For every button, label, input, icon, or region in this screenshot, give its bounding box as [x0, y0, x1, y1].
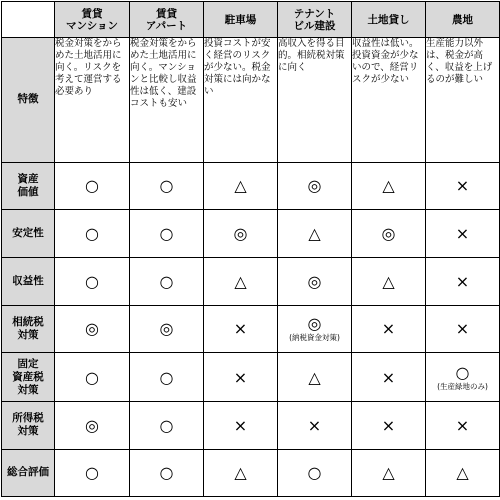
rating-row-overall-rating — [2, 449, 500, 496]
feature-cell-parking-lot: 投資コストが安く経営のリスクが少ない。税金対策には向かない — [204, 38, 278, 163]
row-header-overall-rating: 総合評価 — [2, 449, 55, 496]
rating-cell-profitability-tenant-building — [278, 258, 352, 305]
rating-mark: ○ — [159, 176, 174, 196]
feature-cell-rental-mansion: 税金対策をからめた土地活用に向く。リスクを考えて運営する必要あり — [55, 38, 130, 163]
rating-mark: △ — [308, 367, 321, 387]
rating-row-property-tax — [2, 353, 500, 402]
rating-mark: △ — [234, 463, 247, 483]
rating-cell-property-tax-land-lease — [352, 353, 426, 402]
rating-cell-profitability-rental-apartment — [130, 258, 204, 305]
rating-cell-stability-rental-apartment — [130, 210, 204, 258]
row-header-asset-value: 資産 価値 — [2, 162, 55, 209]
corner-cell — [2, 2, 55, 38]
rating-mark: × — [233, 415, 248, 435]
rating-cell-asset-value-parking-lot — [204, 162, 278, 209]
rating-cell-stability-parking-lot — [204, 210, 278, 258]
rating-rows — [2, 162, 500, 496]
rating-mark: × — [455, 272, 470, 292]
rating-mark: × — [455, 176, 470, 196]
rating-cell-profitability-farmland — [426, 258, 500, 305]
rating-mark: ◎ — [307, 176, 322, 196]
rating-mark: △ — [382, 176, 395, 196]
rating-cell-property-tax-tenant-building — [278, 353, 352, 402]
rating-cell-income-tax-rental-apartment — [130, 402, 204, 449]
feature-cell-rental-apartment: 税金対策をからめた土地活用に向く。マンションと比較し収益性は低く、建設コストも安い — [130, 38, 204, 163]
row-header-stability: 安定性 — [2, 210, 55, 258]
column-header-land-lease: 土地貸し — [352, 2, 426, 38]
rating-cell-property-tax-farmland — [426, 353, 500, 402]
rating-cell-stability-farmland — [426, 210, 500, 258]
rating-mark: ○ — [159, 367, 174, 387]
rating-mark: ◎ — [307, 272, 322, 292]
rating-mark: × — [233, 319, 248, 339]
column-header-parking-lot: 駐車場 — [204, 2, 278, 38]
row-header-property-tax: 固定 資産税 対策 — [2, 353, 55, 402]
rating-cell-asset-value-farmland — [426, 162, 500, 209]
rating-cell-overall-rating-rental-mansion — [55, 449, 130, 496]
rating-cell-inheritance-tax-parking-lot — [204, 305, 278, 352]
rating-mark: ○ — [307, 463, 322, 483]
rating-cell-income-tax-rental-mansion — [55, 402, 130, 449]
rating-cell-inheritance-tax-tenant-building — [278, 305, 352, 352]
row-header-income-tax: 所得税 対策 — [2, 402, 55, 449]
rating-mark: ○ — [455, 362, 470, 382]
rating-mark: ◎ — [307, 314, 322, 334]
rating-note: (納税資金対策) — [289, 333, 340, 343]
rating-mark: ○ — [85, 272, 99, 292]
column-header-rental-mansion: 賃貸 マンション — [55, 2, 130, 38]
rating-mark: × — [307, 415, 322, 435]
rating-cell-asset-value-rental-mansion — [55, 162, 130, 209]
rating-mark: △ — [382, 272, 395, 292]
rating-cell-stability-land-lease — [352, 210, 426, 258]
rating-cell-inheritance-tax-land-lease — [352, 305, 426, 352]
header-row — [2, 2, 500, 38]
feature-cell-farmland: 生産能力以外は、税金が高く、収益を上げるのが難しい — [426, 38, 500, 163]
rating-row-inheritance-tax — [2, 305, 500, 352]
rating-mark: △ — [456, 463, 469, 483]
rating-mark: △ — [234, 176, 247, 196]
rating-cell-income-tax-farmland — [426, 402, 500, 449]
rating-cell-property-tax-rental-apartment — [130, 353, 204, 402]
rating-mark: ○ — [159, 415, 174, 435]
rating-cell-inheritance-tax-rental-apartment — [130, 305, 204, 352]
rating-row-stability — [2, 210, 500, 258]
rating-mark: × — [455, 415, 470, 435]
rating-mark: ◎ — [159, 319, 174, 339]
rating-mark: ○ — [85, 224, 99, 244]
rating-mark: × — [455, 319, 470, 339]
rating-cell-asset-value-tenant-building — [278, 162, 352, 209]
rating-cell-overall-rating-parking-lot — [204, 449, 278, 496]
feature-row — [2, 38, 500, 163]
row-header-inheritance-tax: 相続税 対策 — [2, 305, 55, 352]
rating-mark: × — [233, 367, 248, 387]
rating-cell-profitability-rental-mansion — [55, 258, 130, 305]
rating-mark: △ — [308, 224, 321, 244]
rating-mark: ◎ — [381, 224, 396, 244]
rating-cell-property-tax-rental-mansion — [55, 353, 130, 402]
rating-row-profitability — [2, 258, 500, 305]
rating-cell-inheritance-tax-farmland — [426, 305, 500, 352]
rating-cell-profitability-land-lease — [352, 258, 426, 305]
rating-cell-profitability-parking-lot — [204, 258, 278, 305]
feature-cell-tenant-building: 高収入を得る目的。相続税対策に向く — [278, 38, 352, 163]
rating-cell-overall-rating-land-lease — [352, 449, 426, 496]
rating-cell-asset-value-rental-apartment — [130, 162, 204, 209]
column-header-tenant-building: テナント ビル建設 — [278, 2, 352, 38]
rating-cell-income-tax-land-lease — [352, 402, 426, 449]
rating-mark: ○ — [159, 463, 174, 483]
rating-cell-asset-value-land-lease — [352, 162, 426, 209]
land-use-comparison-table — [1, 1, 500, 497]
rating-mark: ○ — [85, 367, 99, 387]
rating-row-income-tax — [2, 402, 500, 449]
rating-mark: ◎ — [85, 319, 99, 339]
rating-cell-inheritance-tax-rental-mansion — [55, 305, 130, 352]
rating-cell-stability-rental-mansion — [55, 210, 130, 258]
rating-mark: ○ — [85, 463, 99, 483]
rating-row-asset-value — [2, 162, 500, 209]
rating-cell-overall-rating-rental-apartment — [130, 449, 204, 496]
rating-note: (生産緑地のみ) — [437, 381, 488, 391]
rating-mark: △ — [234, 272, 247, 292]
rating-cell-income-tax-parking-lot — [204, 402, 278, 449]
rating-cell-overall-rating-farmland — [426, 449, 500, 496]
column-header-farmland: 農地 — [426, 2, 500, 38]
rating-mark: ◎ — [233, 224, 248, 244]
column-header-rental-apartment: 賃貸 アパート — [130, 2, 204, 38]
rating-cell-property-tax-parking-lot — [204, 353, 278, 402]
rating-mark: × — [381, 367, 396, 387]
feature-cell-land-lease: 収益性は低い。投資資金が少ないので、経営リスクが少ない — [352, 38, 426, 163]
rating-cell-overall-rating-tenant-building — [278, 449, 352, 496]
rating-mark: × — [381, 415, 396, 435]
rating-mark: ○ — [159, 224, 174, 244]
rating-cell-income-tax-tenant-building — [278, 402, 352, 449]
rating-mark: ○ — [85, 176, 99, 196]
rating-cell-stability-tenant-building — [278, 210, 352, 258]
rating-mark: ○ — [159, 272, 174, 292]
row-header-profitability: 収益性 — [2, 258, 55, 305]
rating-mark: × — [381, 319, 396, 339]
row-header-features: 特徴 — [2, 38, 55, 163]
rating-mark: ◎ — [85, 415, 99, 435]
rating-mark: × — [455, 224, 470, 244]
rating-mark: △ — [382, 463, 395, 483]
